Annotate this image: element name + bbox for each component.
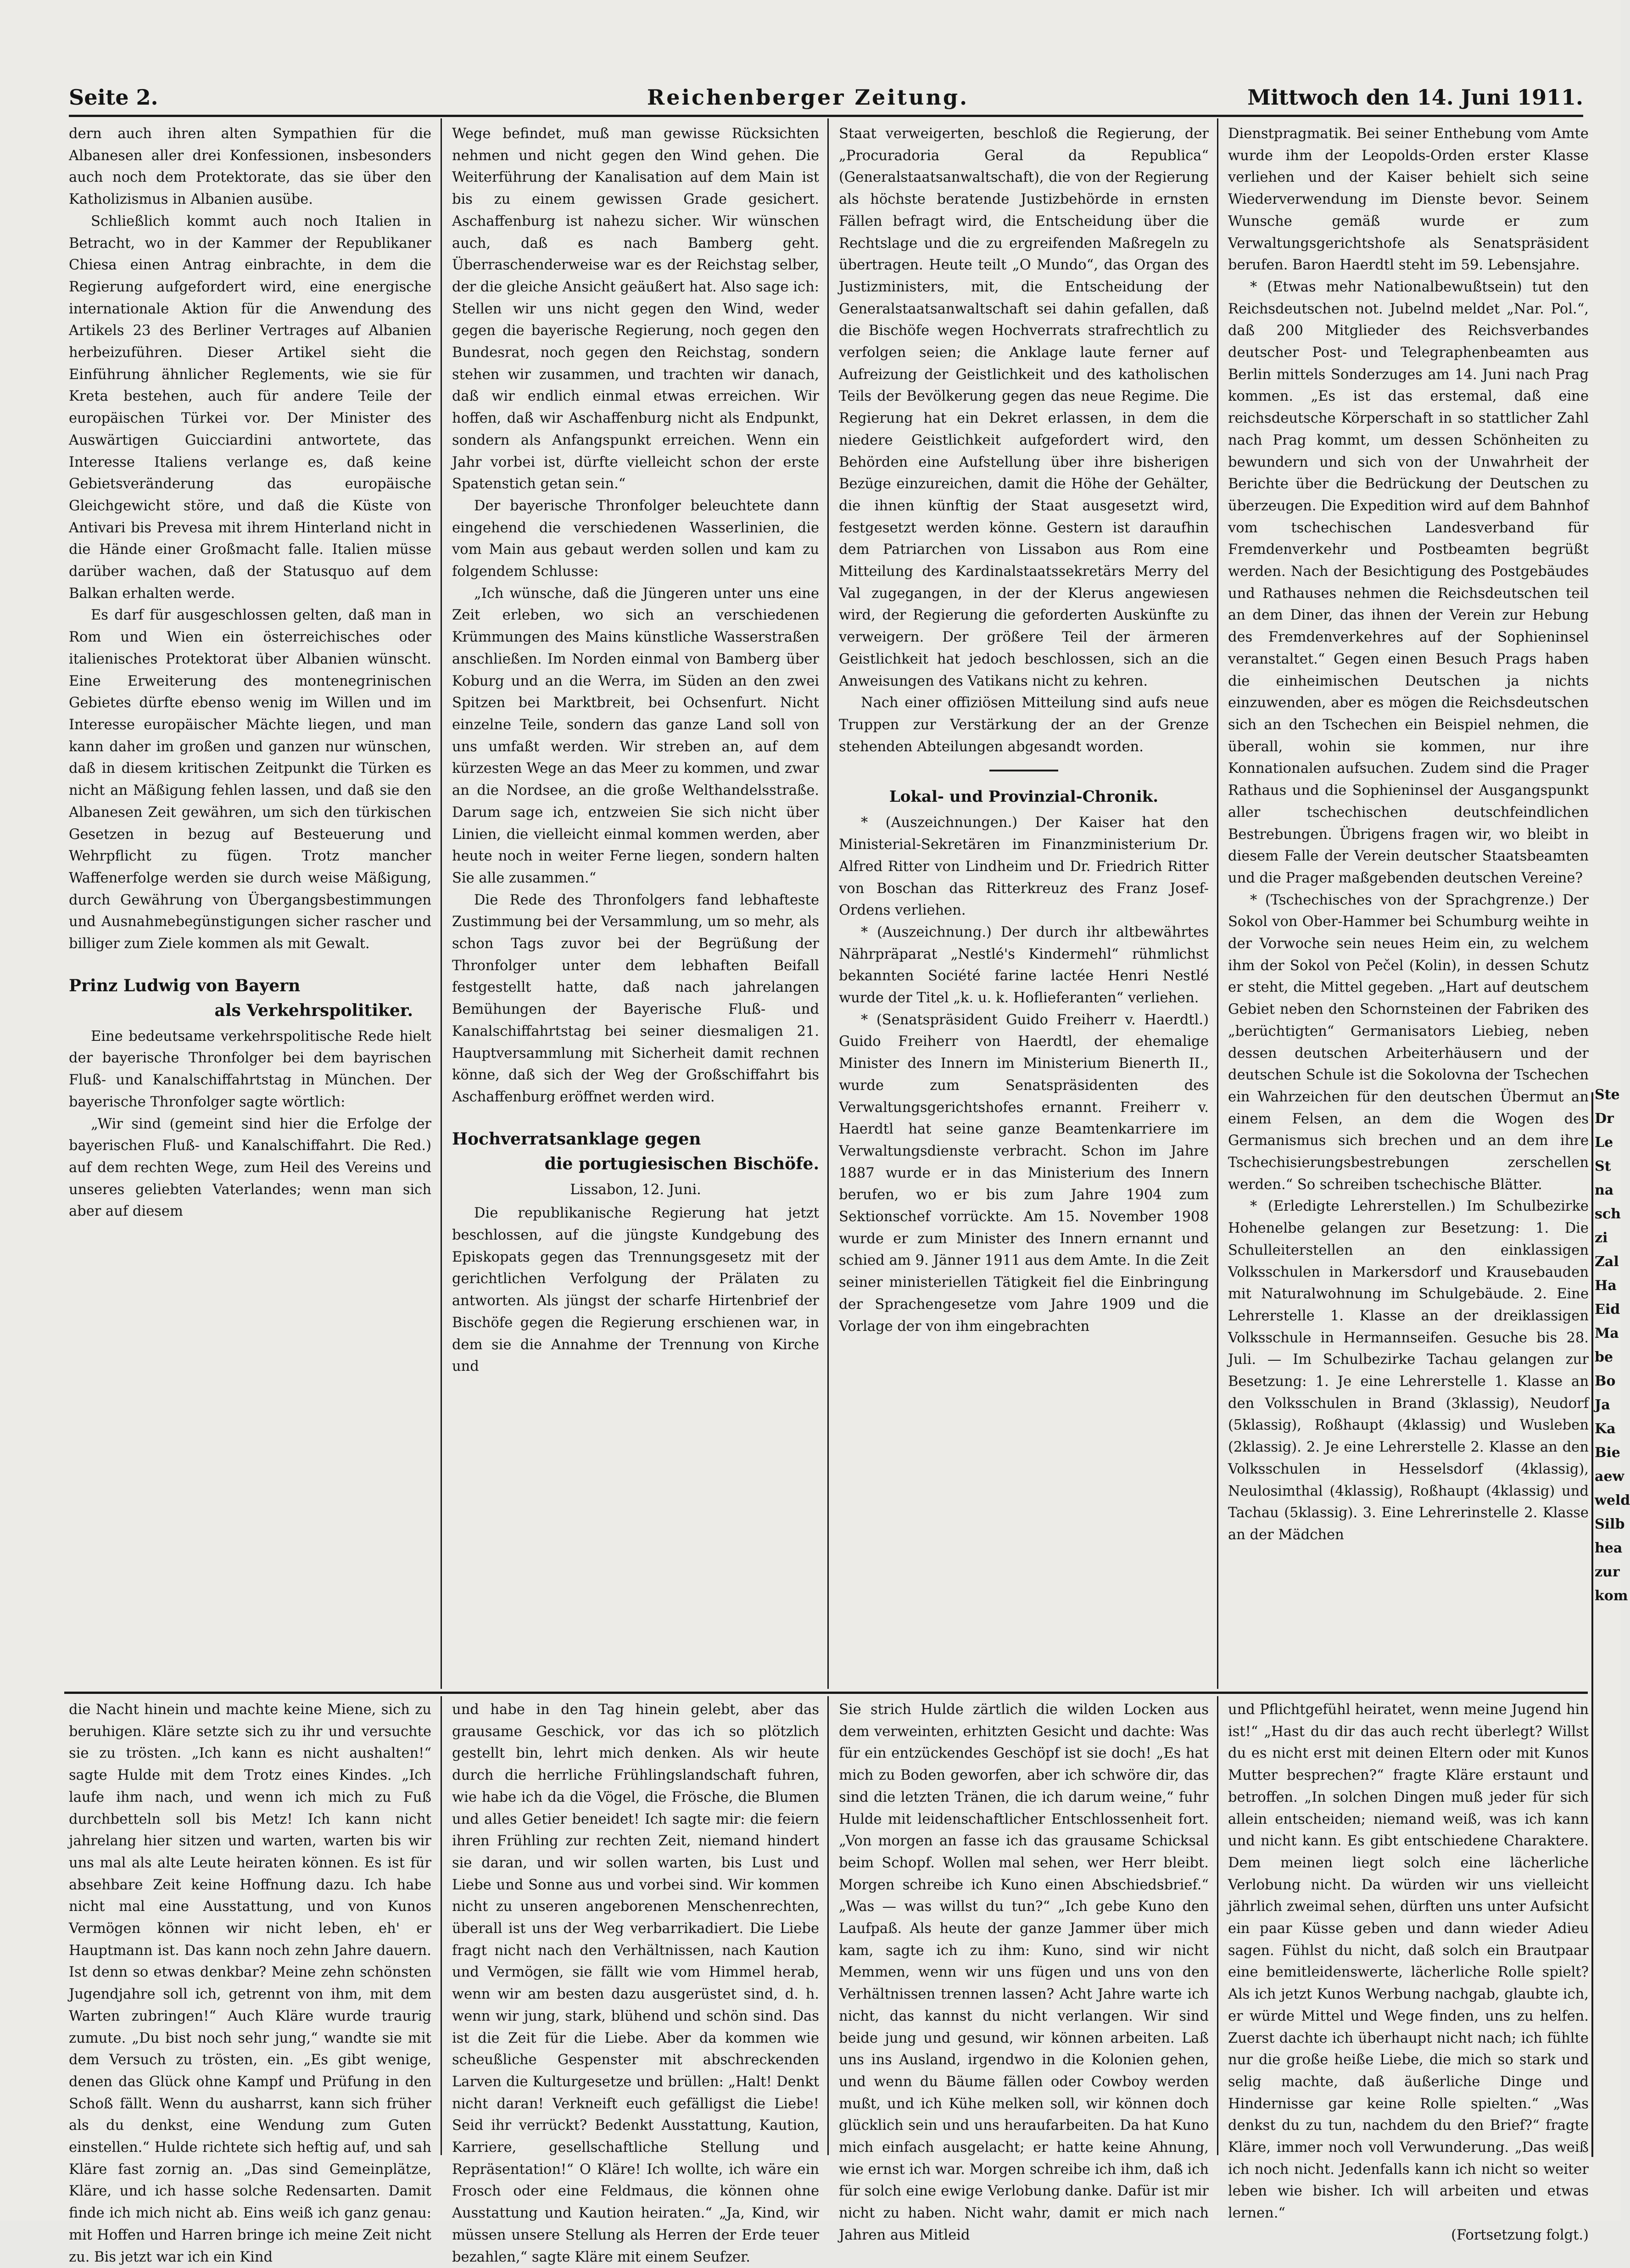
column-1 xyxy=(69,123,431,1688)
edge-fragment: Silb xyxy=(1595,1516,1625,1532)
column-2 xyxy=(452,123,819,1688)
column-rule-2 xyxy=(827,118,829,1689)
col2-paragraph-2: Der bayerische Thronfolger beleuchtete dann eingehend die verschiedenen Wasserlinien, die vom Main aus gebaut werden sollen und kam zu folgendem Schlusse: xyxy=(452,497,819,580)
col2-paragraph-3: „Ich wünsche, daß die Jüngeren unter uns eine Zeit erleben, wo sich an verschiedenen Krümmungen des Mains künstliche Wasserstraßen anschließen. Im Norden einmal von Bamberg über Koburg und an die Werra, im Süden an den zwei Spitzen bei Marktbreit, bei Ochsenfurt. Nicht einzelne Teile, sondern das ganze Land soll von uns umfaßt werden. Wir streben an, auf dem kürzesten Wege an das Meer zu kommen, und zwar an die Nordsee, an die große Welthandelsstraße. Darum sage ich, entzweien Sie sich nicht über Linien, die vielleicht einmal kommen werden, aber heute noch in weiter Ferne liegen, sondern halten Sie alle zusammen.“ xyxy=(452,585,819,886)
edge-fragment: Bie xyxy=(1595,1445,1620,1461)
edge-fragment: zi xyxy=(1595,1230,1608,1246)
edge-fragment: Ste xyxy=(1595,1087,1620,1103)
edge-fragment: sch xyxy=(1595,1206,1621,1222)
novel-column-3 xyxy=(839,1699,1209,2243)
col3-notice-haerdtl: * (Senatspräsident Guido Freiherr v. Haerdtl.) Guido Freiherr von Haerdtl, der ehemalige Minister des Innern im Ministerium Bienerth II., wurde zum Senatspräsidenten des Verwaltungsgerichtshofes ernannt. Freiherr v. Haerdtl hat seine ganze Beamtenkarriere im Verwaltungsdienste verbracht. Schon im Jahre 1887 wurde er in das Ministerium des Innern berufen, wo er bis zum Jahre 1904 zum Sektionschef vorrückte. Am 15. November 1908 wurde er zum Minister des Innern ernannt und schied am 9. Jänner 1911 aus dem Amte. In die Zeit seiner ministeriellen Tätigkeit fiel die Einbringung der Sprachengesetze vom Jahre 1909 und die Vorlage der von ihm eingebrachten xyxy=(839,1011,1209,1335)
col4-notice-sprachgrenze: * (Tschechisches von der Sprachgrenze.) Der Sokol von Ober-Hammer bei Schumburg weihte in der Vorwoche sein neues Heim ein, zu welchem ihm der Sokol von Pečel (Kolin), in dessen Schutz er steht, die Mittel gegeben. „Hart auf deutschem Gebiet neben den Schornsteinen der Fabriken des „berüchtigten“ Germanisators Liebieg, neben dessen deutschen Arbeiterhäusern und der deutschen Schule ist die Sokolovna der Tschechen ein Wahrzeichen für den deutschen Übermut an einem Felsen, an dem die Wogen des Germanismus sich brechen und an dem ihre Tschechisierungsbestrebungen zerschellen werden.“ So schreiben tschechische Blätter. xyxy=(1228,892,1589,1193)
col2-paragraph-5: Die republikanische Regierung hat jetzt beschlossen, auf die jüngste Kundgebung des Episkopats gegen das Trennungsgesetz mit der gerichtlichen Verfolgung der Prälaten zu antworten. Als jüngst der scharfe Hirtenbrief der Bischöfe gegen die Regierung erschienen war, in dem sie die Annahme der Trennung von Kirche und xyxy=(452,1205,819,1375)
edge-fragment: be xyxy=(1595,1349,1613,1365)
edge-rule xyxy=(1591,1092,1593,2157)
column-rule-3 xyxy=(1217,118,1218,1689)
dateline-lissabon: Lissabon, 12. Juni. xyxy=(570,1181,701,1198)
column-4 xyxy=(1228,123,1589,1688)
col2-paragraph-1: Wege befindet, muß man gewisse Rücksichten nehmen und nicht gegen den Wind gehen. Die Weiterführung der Kanalisation auf dem Main ist bis zu einem gewissen Grade gesichert. Aschaffenburg ist nahezu sicher. Wir wünschen auch, daß es nach Bamberg geht. Überraschenderweise war es der Reichstag selber, der die gleiche Ansicht geäußert hat. Also sage ich: Stellen wir uns nicht gegen den Wind, weder gegen die bayerische Regierung, noch gegen den Bundesrat, noch gegen den Reichstag, sondern stehen wir zusammen, und trachten wir danach, daß wir endlich einmal etwas erreichen. Wir hoffen, daß wir Aschaffenburg nicht als Endpunkt, sondern als Anfangspunkt erreichen. Wenn ein Jahr vorbei ist, dürfte vielleicht schon der erste Spatenstich getan sein.“ xyxy=(452,126,819,492)
novel-text-4: und Pflichtgefühl heiratet, wenn meine Jugend hin ist!“ „Hast du dir das auch recht überlegt? Willst du es nicht erst mit deinen Eltern oder mit Kunos Mutter besprechen?“ fragte Kläre erstaunt und betroffen. „In solchen Dingen muß jeder für sich allein entscheiden; niemand weiß, was ich kann und nicht kann. Es gibt entschiedene Charaktere. Dem meinen liegt solch eine lächerliche Verlobung nicht. Da würden wir uns vielleicht jährlich zweimal sehen, dürften uns unter Aufsicht ein paar Küsse geben und dann wieder Adieu sagen. Fühlst du nicht, daß solch ein Brautpaar eine bemitleidenswerte, lächerliche Rolle spielt? Als ich jetzt Kunos Werbung nachgab, glaubte ich, er würde Mittel und Wege finden, uns zu helfen. Zuerst dachte ich überhaupt nicht nach; ich fühlte nur die große heiße Liebe, die mich so stark und selig machte, daß äußerliche Dinge und Hindernisse gar keine Rolle spielten.“ „Was denkst du zu tun, nachdem du den Brief?“ fragte Kläre, immer noch voll Verwunderung. „Das weiß ich noch nicht. Jedenfalls kann ich nicht so weiter leben wie bisher. Ich will arbeiten und etwas lernen.“ xyxy=(1228,1702,1589,2222)
continuation-note: (Fortsetzung folgt.) xyxy=(1451,2227,1589,2243)
col1-paragraph-1: dern auch ihren alten Sympathien für die Albanesen aller drei Konfessionen, insbesonders auch noch dem Protektorate, das sie über den Katholizismus in Albanien ausübe. xyxy=(69,126,431,208)
edge-fragment: Ma xyxy=(1595,1325,1619,1341)
novel-text-1: die Nacht hinein und machte keine Miene, sich zu beruhigen. Kläre setzte sich zu ihr und versuchte sie zu trösten. „Ich kann es nicht aushalten!“ sagte Hulde mit dem Trotz eines Kindes. „Ich laufe ihm nach, und wenn ich mich zu Fuß durchbetteln soll bis Metz! Ich kann nicht jahrelang hier sitzen und warten, warten bis wir uns mal als alte Leute heiraten können. Es ist für absehbare Zeit keine Hoffnung dazu. Ich habe nicht mal eine Ausstattung, und von Kunos Vermögen können wir nicht leben, eh' er Hauptmann ist. Das kann noch zehn Jahre dauern. Ist denn so etwas denkbar? Meine zehn schönsten Jugendjahre soll ich, getrennt von ihm, mit dem Warten zubringen!“ Auch Kläre wurde traurig zumute. „Du bist noch sehr jung,“ wandte sie mit dem Versuch zu trösten, ein. „Es gibt wenige, denen das Glück ohne Kampf und Prüfung in den Schoß fällt. Wenn du ausharrst, kann sich früher als du denkst, eine Wendung zum Guten einstellen.“ Hulde richtete sich heftig auf, und sah Kläre fast zornig an. „Das sind Gemeinplätze, Kläre, und ich hasse solche Redensarten. Damit finde ich mich nicht ab. Eins weiß ich ganz genau: mit Hoffen und Harren bringe ich meine Zeit nicht zu. Bis jetzt war ich ein Kind xyxy=(69,1702,431,2265)
edge-fragment: zur xyxy=(1595,1564,1620,1580)
novel-column-2 xyxy=(452,1699,819,2265)
article-heading-hochverrat-1: Hochverratsanklage gegen xyxy=(452,1129,701,1149)
col1-paragraph-2: Schließlich kommt auch noch Italien in Betracht, wo in der Kammer der Republikaner Chiesa einen Antrag einbrachte, in dem die Regierung aufgefordert wird, eine energische internationale Aktion für die Anwendung des Artikels 23 des Berliner Vertrages auf Albanien herbeizuführen. Dieser Artikel sieht die Einführung ähnlicher Reglements, wie sie für Kreta bestehen, auch für andere Teile der europäischen Türkei vor. Der Minister des Auswärtigen Guicciardini antwortete, das Interesse Italiens verlange es, daß keine Gebietsveränderung das europäische Gleichgewicht störe, und daß die Küste von Antivari bis Prevesa mit ihrem Hinterland nicht in die Hände einer Großmacht falle. Italien müsse darüber wachen, daß der Statusquo auf dem Balkan erhalten werde. xyxy=(69,213,431,602)
section-divider xyxy=(989,770,1058,771)
edge-fragment: St xyxy=(1595,1158,1611,1174)
masthead-rule xyxy=(69,115,1583,117)
edge-fragment: Bo xyxy=(1595,1373,1616,1389)
edge-fragment: hea xyxy=(1595,1540,1623,1556)
masthead xyxy=(69,80,1583,112)
column-rule-1 xyxy=(441,118,442,1689)
col3-paragraph-2: Nach einer offiziösen Mitteilung sind aufs neue Truppen zur Verstärkung der an der Grenze stehenden Abteilungen abgesandt worden. xyxy=(839,695,1209,755)
col2-paragraph-4: Die Rede des Thronfolgers fand lebhafteste Zustimmung bei der Versammlung, um so mehr, als schon Tags zuvor bei der Begrüßung der Thronfolger unter dem lebhaften Beifall festgestellt hatte, daß nach jahrelangen Bemühungen der Bayerische Fluß- und Kanalschiffahrtstag bei seiner diesmaligen 21. Hauptversammlung mit Sicherheit damit rechnen könne, daß sich der Weg der Großschiffahrt bis Aschaffenburg eröffnet werden wird. xyxy=(452,892,819,1105)
edge-fragment: Dr xyxy=(1595,1111,1614,1127)
novel-column-1 xyxy=(69,1699,431,2265)
edge-fragment: Ha xyxy=(1595,1278,1617,1294)
article-heading-prinz-ludwig-1: Prinz Ludwig von Bayern xyxy=(69,976,301,995)
col3-notice-auszeichnung-nestle: * (Auszeichnung.) Der durch ihr altbewährtes Nährpräparat „Nestlé's Kindermehl“ rühmlichst bekannten Société farine lactée Henri Nestlé wurde der Titel „k. u. k. Hoflieferanten“ verliehen. xyxy=(839,924,1209,1006)
col4-paragraph-1: Dienstpragmatik. Bei seiner Enthebung vom Amte wurde ihm der Leopolds-Orden erster Klasse verliehen und der Kaiser behielt sich seine Wiederverwendung im Dienste bevor. Seinem Wunsche gemäß wurde er zum Verwaltungsgerichtshofe als Senatspräsident berufen. Baron Haerdtl steht im 59. Lebensjahre. xyxy=(1228,126,1589,274)
paper-name: Reichenberger Zeitung. xyxy=(647,85,969,110)
col1-paragraph-3: Es darf für ausgeschlossen gelten, daß man in Rom und Wien ein österreichisches oder italienisches Protektorat über Albanien wünscht. Eine Erweiterung des montenegrinischen Gebietes dürfte ebenso wenig im Willen und im Interesse europäischer Mächte liegen, und man kann daher im großen und ganzen nur wünschen, daß in diesem kritischen Zeitpunkt die Türken es nicht an Mäßigung fehlen lassen, und daß sie den Albanesen Zeit gewähren, um sich den türkischen Gesetzen in bezug auf Besteuerung und Wehrpflicht zu fügen. Trotz mancher Waffenerfolge werden sie durch weise Mäßigung, durch Gewährung von Übergangsbestimmungen und Ausnahmebegünstigungen sicher rascher und billiger zum Ziele kommen als mit Gewalt. xyxy=(69,607,431,952)
col1-paragraph-4: Eine bedeutsame verkehrspolitische Rede hielt der bayerische Thronfolger bei dem bayrischen Fluß- und Kanalschiffahrtstag in München. Der bayerische Thronfolger sagte wörtlich: xyxy=(69,1028,431,1110)
edge-fragment: kom xyxy=(1595,1588,1628,1604)
feuilleton-rule xyxy=(64,1692,1588,1694)
novel-text-3: Sie strich Hulde zärtlich die wilden Locken aus dem verweinten, erhitzten Gesicht und dachte: Was für ein entzückendes Geschöpf ist sie doch! „Es hat mich zu Boden geworfen, aber ich schwöre dir, das sind die letzten Tränen, die ich darum weine,“ fuhr Hulde mit leidenschaftlicher Entschlossenheit fort. „Von morgen an fasse ich das grausame Schicksal beim Schopf. Wollen mal sehen, wer Herr bleibt. Morgen schreibe ich Kuno einen Abschiedsbrief.“ „Was — was willst du tun?“ „Ich gebe Kuno den Laufpaß. Als heute der ganze Jammer über mich kam, sagte ich zu ihm: Kuno, sind wir nicht Memmen, wenn wir uns fügen und uns von den Verhältnissen trennen lassen? Acht Jahre warte ich nicht, das kannst du nicht verlangen. Wir sind beide jung und gesund, wir können arbeiten. Laß uns ins Ausland, irgendwo in die Kolonien gehen, und wenn du Bäume fällen oder Cowboy werden mußt, und ich Kühe melken soll, wir können doch glücklich sein und uns heraufarbeiten. Da hat Kuno mich einfach ausgelacht; er hatte keine Ahnung, wie ernst ich war. Morgen schreibe ich ihm, daß ich für solch eine ewige Verlobung danke. Dafür ist mir nicht zu haben. Nicht wahr, damit er mich nach Jahren aus Mitleid xyxy=(839,1702,1209,2243)
novel-rule-2 xyxy=(827,1696,829,2155)
issue-date: Mittwoch den 14. Juni 1911. xyxy=(1247,85,1583,110)
edge-fragment: na xyxy=(1595,1182,1614,1198)
article-heading-hochverrat-2: die portugiesischen Bischöfe. xyxy=(544,1154,819,1173)
novel-rule-3 xyxy=(1217,1696,1218,2155)
edge-fragment: weld xyxy=(1595,1492,1630,1508)
novel-column-4 xyxy=(1228,1699,1589,2243)
edge-fragment: Eid xyxy=(1595,1302,1620,1318)
edge-fragment: Ja xyxy=(1595,1397,1610,1413)
column-3 xyxy=(839,123,1209,1688)
edge-fragment: Ka xyxy=(1595,1421,1616,1437)
edge-fragment: Zal xyxy=(1595,1254,1619,1270)
col4-notice-lehrerstellen: * (Erledigte Lehrerstellen.) Im Schulbezirke Hohenelbe gelangen zur Besetzung: 1. Die Schulleiterstellen an den einklassigen Volksschulen in Markersdorf und Krausebauden mit Naturalwohnung im Schulgebäude. 2. Eine Lehrerstelle 1. Klasse an der dreiklassigen Volksschule in Hermannseifen. Gesuche bis 28. Juli. — Im Schulbezirke Tachau gelangen zur Besetzung: 1. Je eine Lehrerstelle 1. Klasse an den Volksschulen in Brand (3klassig), Neudorf (5klassig), Roßhaupt (4klassig) und Wusleben (2klassig). 2. Je eine Lehrerstelle 2. Klasse an den Volksschulen in Hesselsdorf (4klassig), Neulosimthal (4klassig), Roßhaupt (4klassig) und Tachau (5klassig). 3. Eine Lehrerinstelle 2. Klasse an der Mädchen xyxy=(1228,1198,1589,1543)
page-label: Seite 2. xyxy=(69,85,158,110)
col4-notice-nationalbewusstsein: * (Etwas mehr Nationalbewußtsein) tut den Reichsdeutschen not. Jubelnd meldet „Nar. Pol.“, daß 200 Mitglieder des Reichsverbandes deutscher Post- und Telegraphenbeamten aus Berlin mittels Sonderzuges am 14. Juni nach Prag kommen. „Es ist das erstemal, daß eine reichsdeutsche Körperschaft in so stattlicher Zahl nach Prag kommt, um dessen Schönheiten zu bewundern und sich von der Unwahrheit der Berichte über die Bedrückung der Deutschen zu überzeugen. Die Expedition wird auf dem Bahnhof vom tschechischen Landesverband für Fremdenverkehr und Postbeamten begrüßt werden. Nach der Besichtigung des Postgebäudes und Rathauses nehmen die Reichsdeutschen teil an dem Diner, das ihnen der Verein zur Hebung des Fremdenverkehres auf der Sophieninsel veranstaltet.“ Gegen einen Besuch Prags haben die einheimischen Deutschen ja nichts einzuwenden, aber es mögen die Reichsdeutschen sich an den Tschechen ein Beispiel nehmen, die überall, wohin sie kommen, nur ihre Konnationalen aufsuchen. Zudem sind die Prager Rathaus und die Sophieninsel der Ausgangspunkt aller tschechischen deutschfeindlichen Bestrebungen. Übrigens fragen wir, wo bleibt in diesem Falle der Verein deutscher Staatsbeamten und die Prager maßgebenden deutschen Vereine? xyxy=(1228,279,1589,886)
article-heading-prinz-ludwig-2: als Verkehrspolitiker. xyxy=(214,1000,413,1020)
adjacent-page-edge xyxy=(1595,1083,1630,2221)
novel-rule-1 xyxy=(441,1696,442,2155)
col3-paragraph-1: Staat verweigerten, beschloß die Regierung, der „Procuradoria Geral da Republica“ (Generalstaatsanwaltschaft), die von der Regierung als höchste beratende Justizbehörde in ernsten Fällen befragt wird, die Entscheidung über die Rechtslage und die zu ergreifenden Maßregeln zu übertragen. Heute teilt „O Mundo“, das Organ des Justizministers, mit, die Entscheidung der Generalstaatsanwaltschaft sei dahin gefallen, daß die Bischöfe wegen Hochverrats strafrechtlich zu verfolgen seien; die Anklage laute ferner auf Aufreizung der Geistlichkeit und des katholischen Teils der Bevölkerung gegen das neue Regime. Die Regierung hat ein Dekret erlassen, in dem die niedere Geistlichkeit aufgefordert wird, den Behörden eine Aufstellung über ihre bisherigen Bezüge einzureichen, damit die Höhe der Gehälter, die ihnen künftig der Staat ausgesetzt wird, festgesetzt werden könne. Gestern ist daraufhin dem Patriarchen von Lissabon aus Rom eine Mitteilung des Kardinalstaatssekretärs Merry del Val zugegangen, in der der Klerus angewiesen wird, der Regierung die geforderten Auskünfte zu verweigern. Der größere Teil der ärmeren Geistlichkeit hat jedoch beschlossen, sich an die Anweisungen des Vatikans nicht zu kehren. xyxy=(839,126,1209,689)
col3-notice-auszeichnungen: * (Auszeichnungen.) Der Kaiser hat den Ministerial-Sekretären im Finanzministerium Dr. Alfred Ritter von Lindheim und Dr. Friedrich Ritter von Boschan das Ritterkreuz des Franz Josef-Ordens verliehen. xyxy=(839,815,1209,919)
section-heading-lokal-chronik: Lokal- und Provinzial-Chronik. xyxy=(889,788,1159,806)
col1-paragraph-5: „Wir sind (gemeint sind hier die Erfolge der bayerischen Fluß- und Kanalschiffahrt. Die Red.) auf dem rechten Wege, zum Heil des Vereins und unseres geliebten Vaterlandes; wenn man sich aber auf diesem xyxy=(69,1116,431,1220)
edge-fragment: Le xyxy=(1595,1134,1613,1151)
edge-fragment: aew xyxy=(1595,1469,1624,1485)
novel-text-2: und habe in den Tag hinein gelebt, aber das grausame Geschick, vor das ich so plötzlich gestellt bin, lehrt mich denken. Als wir heute durch die herrliche Frühlingslandschaft fuhren, wie habe ich da die Vögel, die Frösche, die Blumen und alles Getier beneidet! Ich sagte mir: die feiern ihren Frühling zur rechten Zeit, niemand hindert sie daran, und wir sollen warten, bis Lust und Liebe und Sonne aus und vorbei sind. Wir kommen nicht zu unseren angeborenen Menschenrechten, überall ist uns der Weg verbarrikadiert. Die Liebe fragt nicht nach den Verhältnissen, nach Kaution und Vermögen, sie fällt wie vom Himmel herab, wenn wir am besten dazu ausgerüstet sind, d. h. wenn wir jung, stark, blühend und schön sind. Das ist die Zeit für die Liebe. Aber da kommen wie scheußliche Gespenster mit abschreckenden Larven die Kulturgesetze und brüllen: „Halt! Denkt nicht daran! Verkneift euch gefälligst die Liebe! Seid ihr verrückt? Bedenkt Ausstattung, Kaution, Karriere, gesellschaftliche Stellung und Repräsentation!“ O Kläre! Ich wollte, ich wäre ein Frosch oder eine Feldmaus, die können ohne Ausstattung und Kaution heiraten.“ „Ja, Kind, wir müssen unsere Stellung als Herren der Erde teuer bezahlen,“ sagte Kläre mit einem Seufzer. xyxy=(452,1702,819,2265)
